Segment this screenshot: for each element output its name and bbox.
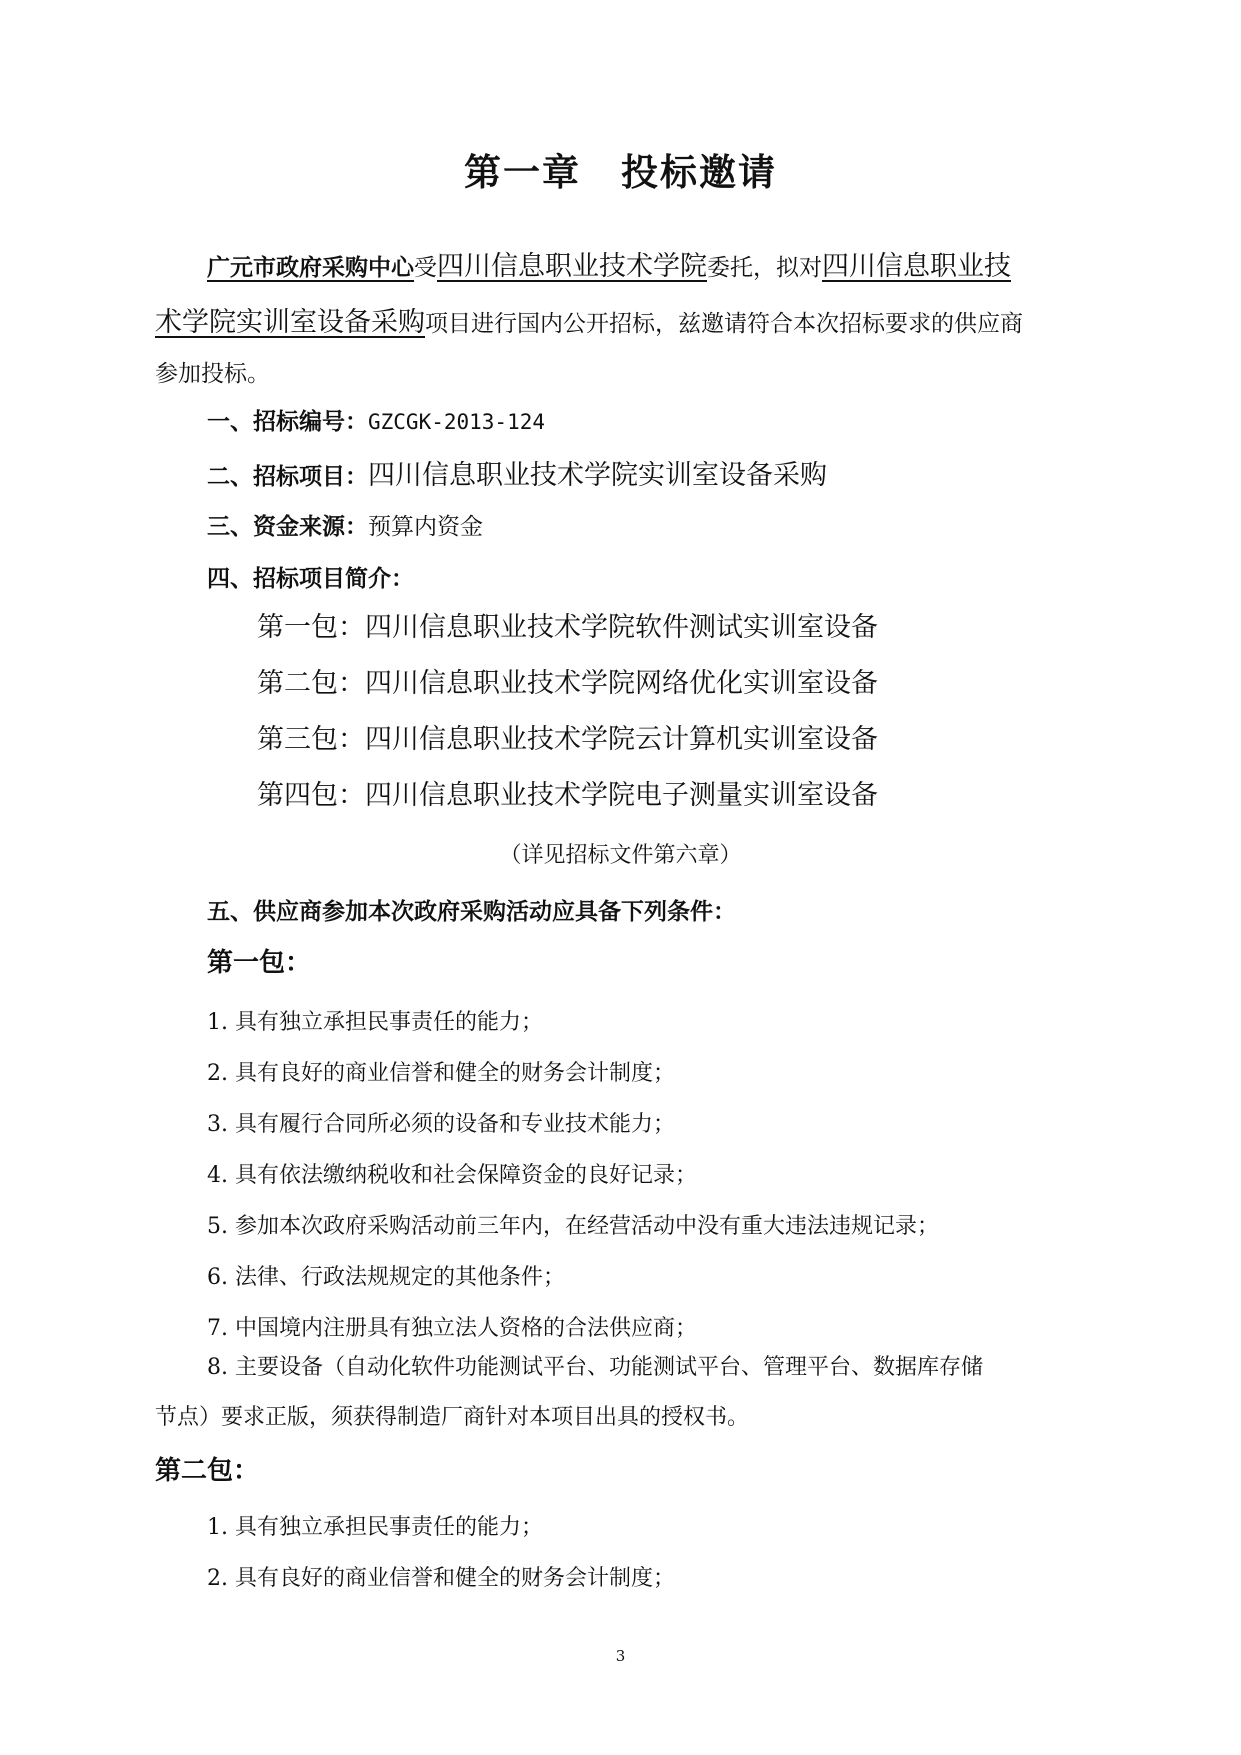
package-1-item: 3. 具有履行合同所必须的设备和专业技术能力；	[207, 1112, 675, 1137]
intro-text: 参加投标。	[155, 361, 270, 387]
fund-source-value: 预算内资金	[368, 514, 483, 540]
bid-number-row	[207, 403, 545, 436]
intro-text: 受	[414, 255, 437, 281]
package-1-item: 6. 法律、行政法规规定的其他条件；	[207, 1265, 565, 1290]
project-intro-label: 四、招标项目简介：	[207, 565, 414, 592]
see-chapter-note: （详见招标文件第六章）	[499, 843, 742, 868]
project-value: 四川信息职业技术学院实训室设备采购	[368, 460, 827, 491]
project-name-part2: 术学院实训室设备采购	[155, 307, 425, 338]
procurement-agency: 广元市政府采购中心	[207, 254, 414, 281]
bid-number-value: GZCGK-2013-124	[368, 410, 546, 434]
bid-number-label: 一、招标编号：	[207, 408, 368, 435]
fund-source-label: 三、资金来源：	[207, 513, 368, 540]
package-1-heading: 第一包：	[207, 948, 312, 978]
chapter-name: 投标邀请	[621, 150, 777, 194]
intro-line-3	[155, 355, 270, 388]
client-name: 四川信息职业技术学院	[437, 251, 707, 282]
fund-source-row	[207, 508, 483, 541]
intro-line-2	[155, 300, 1023, 339]
package-2-item: 2. 具有良好的商业信誉和健全的财务会计制度；	[207, 1566, 675, 1591]
package-summary-4: 第四包：四川信息职业技术学院电子测量实训室设备	[257, 780, 878, 811]
package-1-item: 7. 中国境内注册具有独立法人资格的合法供应商；	[207, 1316, 697, 1341]
package-1-item: 4. 具有依法缴纳税收和社会保障资金的良好记录；	[207, 1163, 697, 1188]
project-label: 二、招标项目：	[207, 463, 368, 490]
package-2-item: 1. 具有独立承担民事责任的能力；	[207, 1515, 543, 1540]
package-1-item: 2. 具有良好的商业信誉和健全的财务会计制度；	[207, 1061, 675, 1086]
page-number: 3	[615, 1647, 626, 1665]
package-summary-2: 第二包：四川信息职业技术学院网络优化实训室设备	[257, 668, 878, 699]
package-1-item-8-line-1: 8. 主要设备（自动化软件功能测试平台、功能测试平台、管理平台、数据库存储	[207, 1355, 983, 1380]
package-summary-3: 第三包：四川信息职业技术学院云计算机实训室设备	[257, 724, 878, 755]
chapter-number: 第一章	[464, 150, 581, 194]
package-1-item: 5. 参加本次政府采购活动前三年内，在经营活动中没有重大违法违规记录；	[207, 1214, 939, 1239]
intro-line-1	[207, 244, 1011, 283]
package-summary-1: 第一包：四川信息职业技术学院软件测试实训室设备	[257, 612, 878, 643]
project-row	[207, 453, 827, 492]
package-2-heading: 第二包：	[155, 1456, 260, 1486]
chapter-title	[0, 142, 1241, 196]
package-1-item: 1. 具有独立承担民事责任的能力；	[207, 1010, 543, 1035]
intro-text: 委托，拟对	[707, 255, 822, 281]
package-1-item-8-line-2: 节点）要求正版，须获得制造厂商针对本项目出具的授权书。	[155, 1405, 750, 1430]
intro-text: 项目进行国内公开招标，兹邀请符合本次招标要求的供应商	[425, 311, 1023, 337]
project-name-part1: 四川信息职业技	[822, 251, 1011, 282]
supplier-conditions-label: 五、供应商参加本次政府采购活动应具备下列条件：	[207, 898, 736, 925]
